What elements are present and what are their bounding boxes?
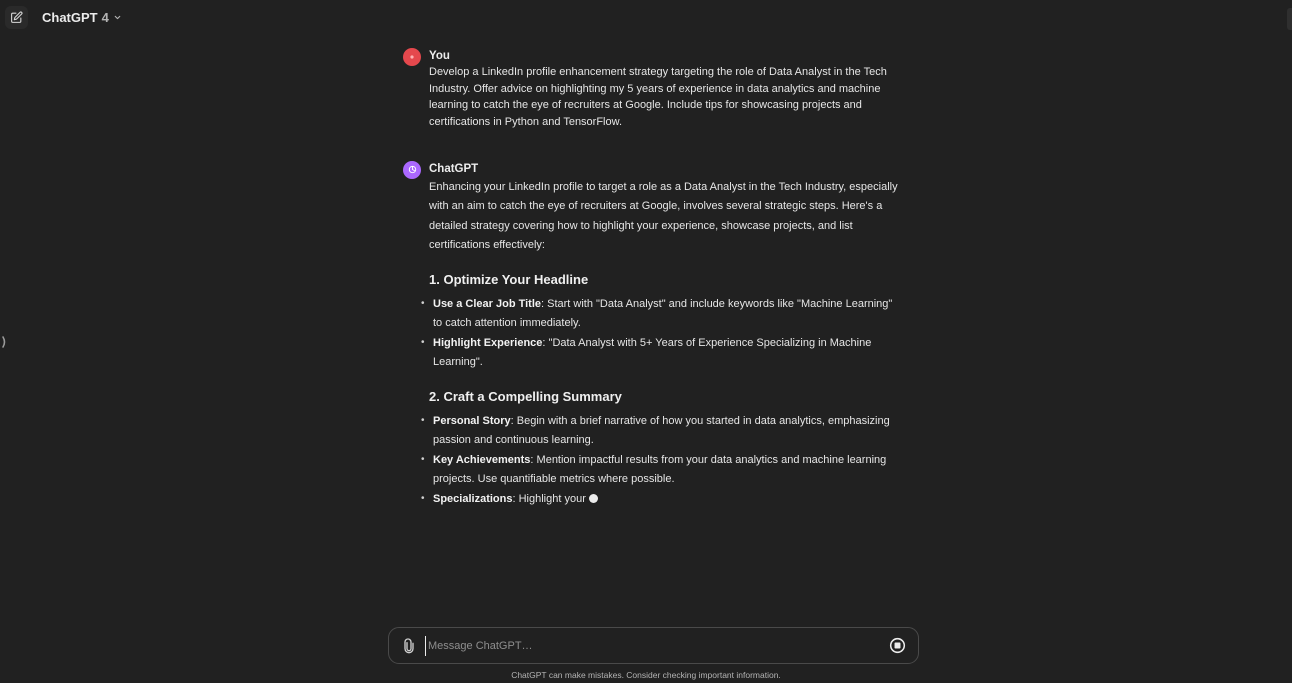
user-avatar-icon [408, 53, 416, 61]
bullet-bold-label: Key Achievements [433, 453, 531, 466]
conversation-thread [403, 48, 903, 509]
streaming-cursor [589, 494, 598, 503]
header [0, 0, 1292, 36]
bullet-text: : Start with "Data Analyst" and include keywords like "Machine Learning" to catch attention immediately. [433, 297, 893, 330]
bullet-text: : "Data Analyst with 5+ Years of Experience Specializing in Machine Learning". [433, 336, 872, 369]
chevron-down-icon [113, 13, 122, 22]
model-version: 4 [101, 10, 109, 25]
list-item [429, 490, 903, 510]
bullet-text: : Highlight your [512, 492, 586, 505]
stop-generating-icon [889, 637, 906, 654]
message-composer [388, 627, 919, 664]
list-item [429, 295, 903, 334]
section-heading: 2. Craft a Compelling Summary [429, 388, 622, 404]
bullet-text: : Begin with a brief narrative of how you started in data analytics, emphasizing passion and continuous learning. [433, 414, 890, 447]
assistant-avatar [403, 161, 421, 179]
assistant-message [403, 161, 903, 510]
bullet-list [429, 295, 903, 373]
bullet-text: : Mention impactful results from your data analytics and machine learning projects. Use quantifiable metrics where possible. [433, 453, 887, 486]
attach-button[interactable] [401, 637, 417, 655]
bullet-bold-label: Highlight Experience [433, 336, 543, 349]
stop-generating-button[interactable] [889, 637, 906, 654]
pencil-square-icon [10, 11, 23, 24]
paperclip-icon [401, 637, 417, 655]
list-item [429, 451, 903, 490]
list-item [429, 412, 903, 451]
bullet-list [429, 412, 903, 510]
message-input[interactable] [425, 636, 875, 656]
openai-logo-icon [407, 164, 418, 175]
assistant-intro-text: Enhancing your LinkedIn profile to target a role as a Data Analyst in the Tech Industry, especially with an aim to catch the eye of recruiters at Google, involves several strategic steps. Here's a detailed strategy covering how to highlight your experience, showcase projects, and list certifications effectively: [429, 180, 898, 252]
user-message [403, 48, 903, 131]
assistant-author-name: ChatGPT [429, 162, 479, 175]
model-picker[interactable] [42, 10, 122, 25]
disclaimer-text: ChatGPT can make mistakes. Consider checking important information. [511, 670, 781, 680]
section-heading: 1. Optimize Your Headline [429, 271, 589, 287]
sidebar-toggle[interactable] [1, 334, 9, 350]
list-item [429, 334, 903, 373]
chevron-right-icon [1, 334, 9, 350]
bullet-bold-label: Personal Story [433, 414, 511, 427]
new-chat-button[interactable] [5, 6, 28, 29]
bullet-bold-label: Use a Clear Job Title [433, 297, 542, 310]
bullet-bold-label: Specializations [433, 492, 513, 505]
right-panel-handle[interactable] [1287, 8, 1292, 30]
user-avatar [403, 48, 421, 66]
model-name: ChatGPT [42, 10, 98, 25]
user-author-name: You [429, 50, 450, 62]
user-message-text: Develop a LinkedIn profile enhancement strategy targeting the role of Data Analyst in the Tech Industry. Offer advice on highlighting my 5 years of experience in data analytics and machine learning to catch the eye of recruiters at Google. Include tips for showcasing projects and certifications in Python and TensorFlow. [429, 66, 887, 129]
